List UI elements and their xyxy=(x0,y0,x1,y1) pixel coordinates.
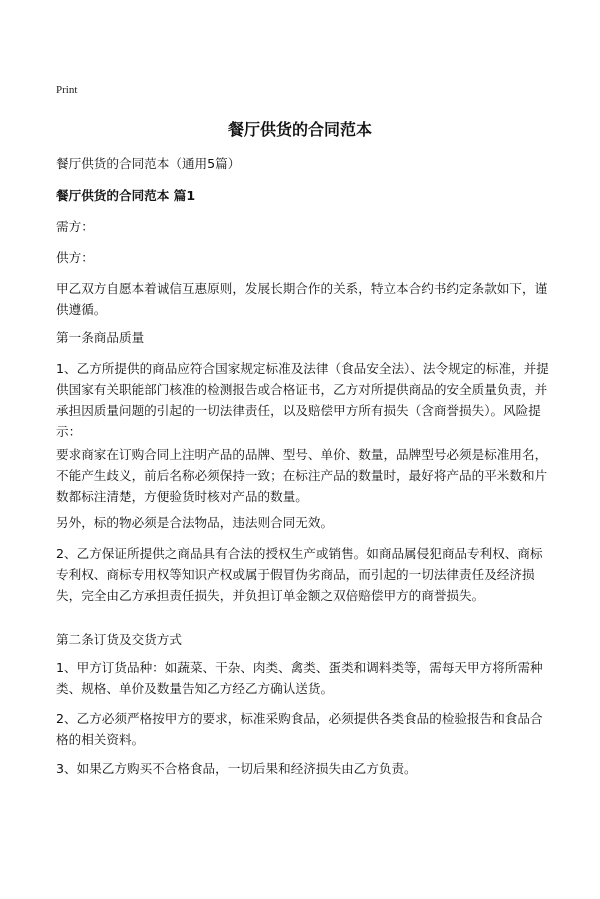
clause-1-1: 1、乙方所提供的商品应符合国家规定标准及法律（食品安全法）、法令规定的标准，并提供国家有关职能部门核准的检测报告或合格证书，乙方对所提供商品的安全质量负责，并承担因质量问题的引起的一切法律责任，以及赔偿甲方所有损失（含商誉损失）。风险提示： xyxy=(56,361,549,439)
article-1-heading: 第一条商品质量 xyxy=(56,330,145,345)
legality-paragraph: 另外，标的物必须是合法物品，违法则合同无效。 xyxy=(56,515,334,530)
print-label: Print xyxy=(56,84,78,96)
demander-label: 需方： xyxy=(56,219,94,234)
intro-paragraph: 甲乙双方自愿本着诚信互惠原则，发展长期合作的关系，特立本合约书约定条款如下，谨供遵循。 xyxy=(56,281,548,317)
risk-note-paragraph: 要求商家在订购合同上注明产品的品牌、型号、单价、数量，品牌型号必须是标准用名，不能产生歧义，前后名称必须保持一致；在标注产品的数量时，最好将产品的平米数和片数都标注清楚，方便验货时核对产品的数量。 xyxy=(56,447,548,504)
document-title: 餐厅供货的合同范本 xyxy=(227,120,372,139)
section-heading: 餐厅供货的合同范本 篇1 xyxy=(56,188,196,203)
supplier-label: 供方： xyxy=(56,250,94,265)
clause-1-2: 2、乙方保证所提供之商品具有合法的授权生产或销售。如商品属侵犯商品专利权、商标专利权、商标专用权等知识产权或属于假冒伪劣商品，而引起的一切法律责任及经济损失，完全由乙方承担责任损失，并负担订单金额之双倍赔偿甲方的商誉损失。 xyxy=(56,546,543,603)
clause-2-3: 3、如果乙方购买不合格食品，一切后果和经济损失由乙方负责。 xyxy=(56,761,417,776)
document-subtitle: 餐厅供货的合同范本（通用5篇） xyxy=(56,156,241,171)
clause-2-2: 2、乙方必须严格按甲方的要求，标准采购食品，必须提供各类食品的检验报告和食品合格的相关资料。 xyxy=(56,711,543,747)
clause-2-1: 1、甲方订货品种：如蔬菜、干杂、肉类、禽类、蛋类和调料类等，需每天甲方将所需种类、规格、单价及数量告知乙方经乙方确认送货。 xyxy=(56,660,543,696)
article-2-heading: 第二条订货及交货方式 xyxy=(56,632,182,647)
